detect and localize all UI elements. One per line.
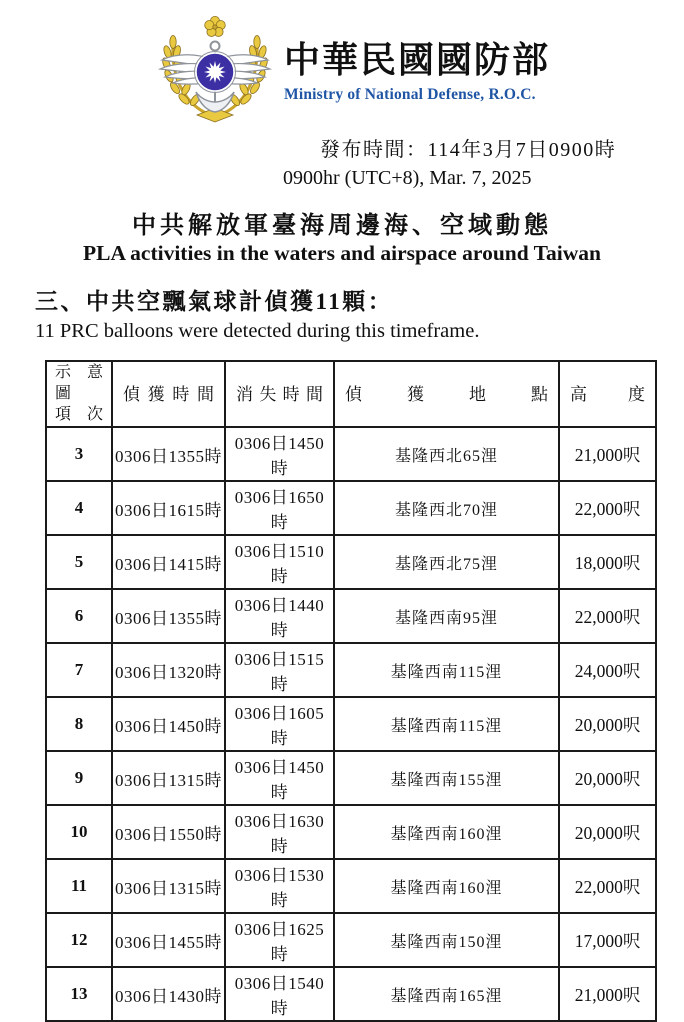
table-row [46,697,656,751]
col-header-location: 偵 獲 地 點 [334,361,559,427]
table-row [46,643,656,697]
balloon-table [45,360,657,1022]
cell-lost-time: 0306日1450時 [225,751,334,805]
cell-altitude: 22,000呎 [559,859,656,913]
cell-lost-time: 0306日1450時 [225,427,334,481]
agency-name-block [284,40,550,104]
document-title-block [0,205,684,266]
table-row [46,427,656,481]
cell-altitude: 20,000呎 [559,751,656,805]
cell-location: 基隆西南160浬 [334,859,559,913]
cell-location: 基隆西南95浬 [334,589,559,643]
cell-detect-time: 0306日1455時 [112,913,225,967]
cell-lost-time: 0306日1510時 [225,535,334,589]
cell-item-no: 8 [46,697,112,751]
agency-name-zh: 中華民國國防部 [284,40,551,80]
cell-detect-time: 0306日1315時 [112,859,225,913]
table-row [46,751,656,805]
cell-lost-time: 0306日1515時 [225,643,334,697]
table-row [46,805,656,859]
table-row [46,913,656,967]
cell-detect-time: 0306日1615時 [112,481,225,535]
table-row [46,589,656,643]
cell-item-no: 5 [46,535,112,589]
cell-item-no: 6 [46,589,112,643]
cell-item-no: 13 [46,967,112,1021]
cell-altitude: 22,000呎 [559,481,656,535]
cell-lost-time: 0306日1440時 [225,589,334,643]
table-row [46,481,656,535]
cell-item-no: 9 [46,751,112,805]
cell-altitude: 20,000呎 [559,697,656,751]
cell-item-no: 10 [46,805,112,859]
cell-detect-time: 0306日1355時 [112,427,225,481]
cell-item-no: 3 [46,427,112,481]
section-heading-zh: 三、中共空飄氣球計偵獲11顆： [35,289,394,314]
cell-altitude: 20,000呎 [559,805,656,859]
cell-location: 基隆西北75浬 [334,535,559,589]
cell-item-no: 11 [46,859,112,913]
cell-detect-time: 0306日1450時 [112,697,225,751]
cell-location: 基隆西南160浬 [334,805,559,859]
cell-detect-time: 0306日1550時 [112,805,225,859]
cell-detect-time: 0306日1315時 [112,751,225,805]
cell-altitude: 21,000呎 [559,427,656,481]
section-heading-block [35,283,479,343]
cell-detect-time: 0306日1415時 [112,535,225,589]
agency-name-en: Ministry of National Defense, R.O.C. [284,86,536,104]
cell-location: 基隆西北65浬 [334,427,559,481]
cell-lost-time: 0306日1605時 [225,697,334,751]
cell-altitude: 21,000呎 [559,967,656,1021]
cell-location: 基隆西北70浬 [334,481,559,535]
col-header-lost-time: 消 失 時 間 [225,361,334,427]
release-time-zh: 發布時間：114年3月7日0900時 [320,139,617,161]
cell-altitude: 24,000呎 [559,643,656,697]
col-header-detect-time: 偵 獲 時 間 [112,361,225,427]
cell-location: 基隆西南115浬 [334,643,559,697]
table-row [46,859,656,913]
release-time-en: 0900hr (UTC+8), Mar. 7, 2025 [283,167,532,189]
cell-location: 基隆西南115浬 [334,697,559,751]
cell-detect-time: 0306日1355時 [112,589,225,643]
cell-location: 基隆西南155浬 [334,751,559,805]
doc-title-en: PLA activities in the waters and airspace around Taiwan [82,241,602,265]
cell-location: 基隆西南150浬 [334,913,559,967]
cell-item-no: 7 [46,643,112,697]
table-header-row [46,361,656,427]
cell-item-no: 4 [46,481,112,535]
cell-item-no: 12 [46,913,112,967]
cell-lost-time: 0306日1625時 [225,913,334,967]
doc-title-zh: 中共解放軍臺海周邊海、空域動態 [132,213,552,239]
cell-detect-time: 0306日1430時 [112,967,225,1021]
cell-detect-time: 0306日1320時 [112,643,225,697]
mnd-emblem-icon [150,12,280,124]
cell-location: 基隆西南165浬 [334,967,559,1021]
col-header-item-no: 示 意 圖 項 次 [46,361,112,427]
cell-lost-time: 0306日1530時 [225,859,334,913]
section-heading-en: 11 PRC balloons were detected during this timeframe. [35,320,480,342]
cell-altitude: 22,000呎 [559,589,656,643]
cell-lost-time: 0306日1650時 [225,481,334,535]
balloon-table-body [46,427,656,1021]
release-time-block [283,136,616,192]
cell-altitude: 18,000呎 [559,535,656,589]
cell-lost-time: 0306日1630時 [225,805,334,859]
table-row [46,535,656,589]
cell-lost-time: 0306日1540時 [225,967,334,1021]
table-row [46,967,656,1021]
cell-altitude: 17,000呎 [559,913,656,967]
col-header-altitude: 高 度 [559,361,656,427]
